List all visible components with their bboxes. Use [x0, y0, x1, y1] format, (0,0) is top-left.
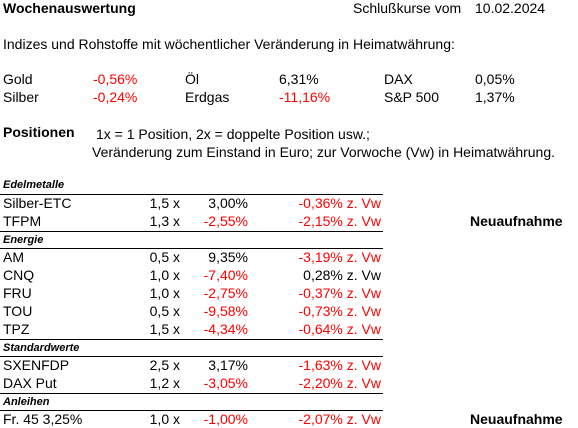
- position-week-change: -0,64% z. Vw: [298, 321, 381, 337]
- index-name: Gold: [3, 71, 33, 87]
- index-name: Erdgas: [185, 89, 230, 105]
- page-title: Wochenauswertung: [3, 0, 136, 16]
- position-size: 0,5 x: [149, 249, 180, 265]
- date-label: Schlußkurse vom: [353, 0, 462, 16]
- position-size: 1,5 x: [149, 321, 180, 337]
- position-size: 1,2 x: [149, 375, 180, 391]
- section-header-energie: Energie: [3, 234, 44, 246]
- position-size: 1,5 x: [149, 195, 180, 211]
- position-name: TFPM: [3, 213, 42, 229]
- index-name: S&P 500: [384, 89, 440, 105]
- position-size: 0,5 x: [149, 303, 180, 319]
- position-size: 1,3 x: [149, 213, 180, 229]
- position-change: -2,75%: [203, 285, 248, 301]
- position-note: Neuaufnahme: [470, 411, 563, 427]
- section-header-standardwerte: Standardwerte: [3, 342, 80, 354]
- position-name: Silber-ETC: [3, 195, 72, 211]
- position-name: CNQ: [3, 267, 35, 283]
- index-name: Silber: [3, 89, 39, 105]
- index-value: -0,56%: [93, 71, 138, 87]
- position-size: 2,5 x: [149, 357, 180, 373]
- positions-note-2: Veränderung zum Einstand in Euro; zur Vorwoche (Vw) in Heimatwährung.: [92, 144, 556, 160]
- position-note: Neuaufnahme: [470, 213, 563, 229]
- position-week-change: -1,63% z. Vw: [298, 357, 381, 373]
- position-change: -2,55%: [203, 213, 248, 229]
- index-value: -11,16%: [279, 89, 331, 105]
- position-name: AM: [3, 249, 24, 265]
- report-date: 10.02.2024: [475, 0, 546, 16]
- index-value: 6,31%: [279, 71, 319, 87]
- position-change: -3,05%: [203, 375, 248, 391]
- position-week-change: -2,07% z. Vw: [298, 411, 381, 427]
- position-week-change: -0,73% z. Vw: [298, 303, 381, 319]
- index-name: Öl: [185, 71, 199, 87]
- section-header-anleihen: Anleihen: [3, 396, 50, 408]
- position-name: SXENFDP: [3, 357, 70, 373]
- position-change: -7,40%: [203, 267, 248, 283]
- section-header-edelmetalle: Edelmetalle: [3, 179, 65, 191]
- index-value: 0,05%: [475, 71, 515, 87]
- position-week-change: 0,28% z. Vw: [303, 267, 381, 283]
- position-name: DAX Put: [3, 375, 57, 391]
- position-name: Fr. 45 3,25%: [3, 411, 83, 427]
- position-week-change: -2,20% z. Vw: [298, 375, 381, 391]
- divider: [0, 339, 383, 340]
- intro-text: Indizes und Rohstoffe mit wöchentlicher Veränderung in Heimatwährung:: [3, 36, 455, 52]
- position-name: TPZ: [3, 321, 30, 337]
- positions-heading: Positionen: [3, 124, 75, 140]
- position-change: -9,58%: [203, 303, 248, 319]
- position-size: 1,0 x: [149, 267, 180, 283]
- position-name: FRU: [3, 285, 32, 301]
- index-value: -0,24%: [93, 89, 138, 105]
- position-week-change: -3,19% z. Vw: [298, 249, 381, 265]
- index-name: DAX: [384, 71, 413, 87]
- position-name: TOU: [3, 303, 33, 319]
- position-change: 3,00%: [208, 195, 248, 211]
- position-week-change: -2,15% z. Vw: [298, 213, 381, 229]
- divider: [0, 393, 383, 394]
- position-change: -4,34%: [203, 321, 248, 337]
- position-change: 3,17%: [208, 357, 248, 373]
- positions-note-1: 1x = 1 Position, 2x = doppelte Position usw.;: [96, 126, 370, 142]
- divider: [0, 231, 383, 232]
- position-week-change: -0,36% z. Vw: [298, 195, 381, 211]
- position-week-change: -0,37% z. Vw: [298, 285, 381, 301]
- position-size: 1,0 x: [149, 285, 180, 301]
- index-value: 1,37%: [475, 89, 515, 105]
- position-size: 1,0 x: [149, 411, 180, 427]
- position-change: -1,00%: [203, 411, 248, 427]
- position-change: 9,35%: [208, 249, 248, 265]
